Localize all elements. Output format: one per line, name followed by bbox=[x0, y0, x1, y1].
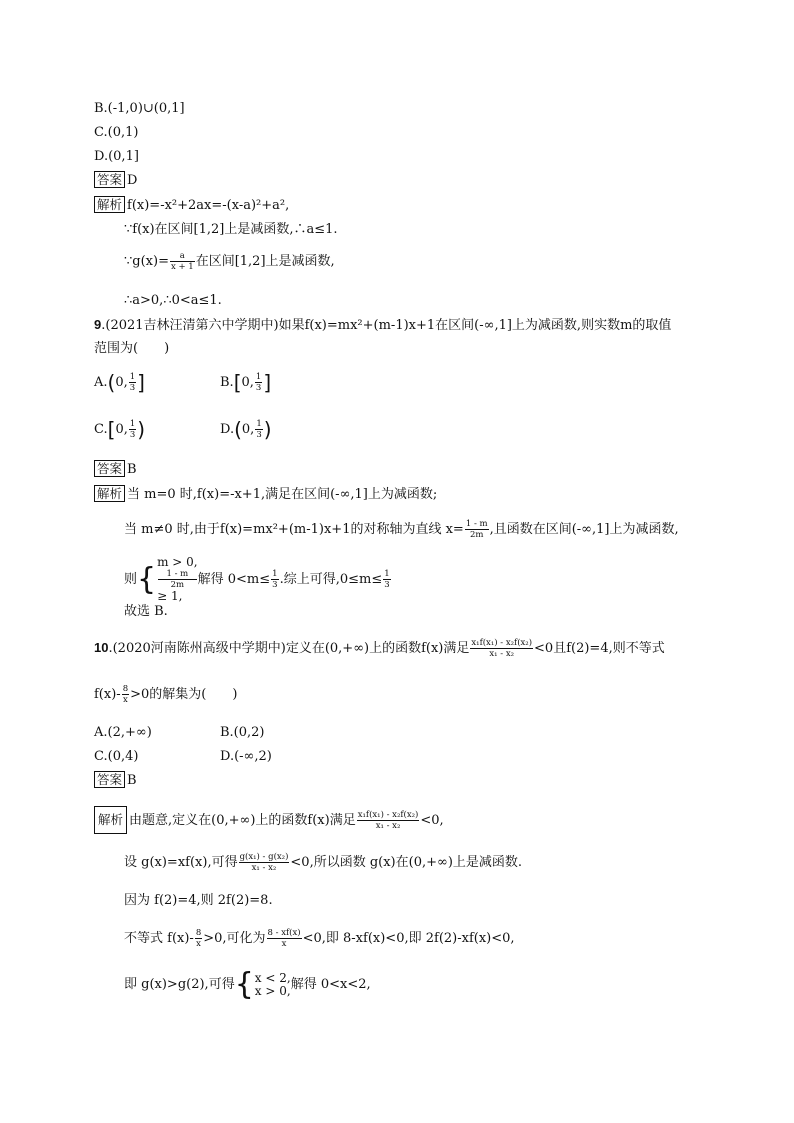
q9-a3-mid2: .综上可得,0≤m≤ bbox=[279, 572, 383, 587]
q9-opt-b-num: 1 bbox=[255, 372, 262, 382]
q9-opt-c-den: 3 bbox=[129, 430, 136, 440]
q10-a2-frac bbox=[239, 852, 290, 873]
q9-opt-a-num: 1 bbox=[129, 372, 136, 382]
q8-fraction bbox=[170, 251, 195, 272]
q8-analysis-row bbox=[94, 196, 289, 215]
q10-sys-1: x < 2, bbox=[254, 970, 291, 985]
q8-option-c: C.(0,1) bbox=[94, 125, 139, 140]
q10-a4-frac2-den: x bbox=[281, 939, 287, 949]
q10-number: 10 bbox=[94, 640, 109, 655]
analysis-tag: 解析 bbox=[94, 485, 125, 502]
q9-opt-d-zero: 0, bbox=[241, 422, 255, 437]
q9-a3-mid: 解得 0<m≤ bbox=[197, 572, 271, 587]
q9-opt-b-frac bbox=[255, 372, 262, 393]
q9-option-d bbox=[220, 419, 272, 440]
q10-stem2-frac bbox=[122, 684, 129, 705]
q9-opt-c-lbrack: [ bbox=[107, 417, 116, 442]
q10-a4-frac2 bbox=[267, 928, 302, 949]
q10-stem1-post: <0且f(2)=4,则不等式 bbox=[534, 641, 665, 656]
q9-sys-den: 2m bbox=[170, 580, 185, 590]
q9-number: 9 bbox=[94, 317, 102, 332]
q10-a4-mid: >0,可化为 bbox=[203, 931, 266, 946]
q9-opt-a-label: A. bbox=[94, 375, 108, 390]
q9-opt-d-lparen: ( bbox=[234, 417, 242, 442]
q10-stem-frac bbox=[470, 638, 533, 659]
q9-a3-then: 则 bbox=[124, 572, 138, 587]
q8-analysis-line4: ∴a>0,∴0<a≤1. bbox=[124, 293, 222, 308]
q8-answer-row bbox=[94, 171, 137, 190]
q10-a4-post: <0,即 8-xf(x)<0,即 2f(2)-xf(x)<0, bbox=[302, 931, 515, 946]
q9-opt-b-label: B. bbox=[220, 375, 234, 390]
q10-analysis-row bbox=[94, 806, 444, 834]
q10-a4-frac1-den: x bbox=[196, 939, 201, 949]
q9-opt-d-label: D. bbox=[220, 422, 235, 437]
analysis-tag: 解析 bbox=[94, 806, 127, 834]
q10-a1-pre: 由题意,定义在(0,+∞)上的函数f(x)满足 bbox=[129, 813, 356, 828]
q10-option-a: A.(2,+∞) bbox=[94, 725, 152, 740]
q10-analysis-line3: 因为 f(2)=4,则 2f(2)=8. bbox=[124, 893, 273, 908]
q10-analysis-line5 bbox=[124, 966, 371, 1002]
q9-opt-c-zero: 0, bbox=[115, 422, 128, 437]
q9-opt-d-den: 3 bbox=[256, 430, 262, 440]
q9-option-a bbox=[94, 372, 145, 393]
q10-a4-frac2-num: 8 - xf(x) bbox=[267, 928, 301, 938]
q10-stem-line1 bbox=[94, 638, 665, 659]
q10-a5-post: 解得 0<x<2, bbox=[290, 977, 371, 992]
answer-tag: 答案 bbox=[94, 771, 125, 788]
q10-option-c: C.(0,4) bbox=[94, 749, 139, 764]
q9-opt-b-rbrack: ] bbox=[263, 370, 272, 395]
q9-sys-post: ≥ 1, bbox=[157, 589, 183, 603]
q9-a3-frac2-den: 3 bbox=[384, 580, 390, 590]
q9-option-b bbox=[220, 372, 271, 393]
q9-a2-num: 1 - m bbox=[465, 519, 488, 529]
q9-opt-d-rparen: ) bbox=[263, 417, 272, 442]
q10-system bbox=[255, 972, 291, 998]
q9-sys-num: 1 - m bbox=[158, 569, 197, 580]
q10-option-b: B.(0,2) bbox=[220, 725, 265, 740]
q9-stem1: .(2021吉林汪清第六中学期中)如果f(x)=mx²+(m-1)x+1在区间(-∞,1]上为减函数,则实数m的取值 bbox=[101, 318, 672, 333]
q10-a1-post: <0, bbox=[420, 813, 444, 828]
q10-answer-row bbox=[94, 771, 137, 790]
q9-answer-row bbox=[94, 460, 137, 479]
q10-sys-2: x > 0, bbox=[254, 983, 291, 998]
q9-stem-line1 bbox=[94, 316, 671, 335]
q9-opt-a-zero: 0, bbox=[115, 375, 128, 390]
q10-a1-den: x₁ - x₂ bbox=[375, 821, 401, 831]
q9-analysis-line2 bbox=[124, 519, 679, 540]
q8-analysis-line2: ∵f(x)在区间[1,2]上是减函数,∴a≤1. bbox=[124, 222, 338, 237]
q9-option-c bbox=[94, 419, 145, 440]
answer-tag: 答案 bbox=[94, 460, 125, 477]
q9-opt-d-num: 1 bbox=[256, 419, 262, 429]
q9-analysis-line1: 当 m=0 时,f(x)=-x+1,满足在区间(-∞,1]上为减函数; bbox=[127, 487, 438, 502]
q9-opt-c-label: C. bbox=[94, 422, 108, 437]
q10-stem2-den: x bbox=[123, 695, 128, 705]
analysis-tag: 解析 bbox=[94, 196, 125, 213]
q10-a2-num: g(x₁) - g(x₂) bbox=[239, 852, 289, 862]
q10-stem2-post: >0的解集为( ) bbox=[130, 687, 238, 702]
brace-icon: { bbox=[137, 561, 157, 597]
q9-a2-post: ,且函数在区间(-∞,1]上为减函数, bbox=[489, 522, 679, 537]
q10-answer: B bbox=[127, 773, 137, 788]
q8-option-d: D.(0,1] bbox=[94, 149, 139, 164]
q10-stem-line2 bbox=[94, 684, 237, 705]
q9-opt-b-zero: 0, bbox=[241, 375, 254, 390]
q10-stem2-pre: f(x)- bbox=[94, 687, 121, 702]
q9-sys-2 bbox=[157, 569, 198, 603]
q9-a2-pre: 当 m≠0 时,由于f(x)=mx²+(m-1)x+1的对称轴为直线 x= bbox=[124, 522, 464, 537]
q10-a5-pre: 即 g(x)>g(2),可得 bbox=[124, 977, 235, 992]
q8-a3-post: 在区间[1,2]上是减函数, bbox=[195, 254, 335, 269]
q9-stem-line2: 范围为( ) bbox=[94, 341, 170, 356]
q10-analysis-line4 bbox=[124, 928, 515, 949]
q8-a3-pre: ∵g(x)= bbox=[124, 254, 169, 269]
q9-system bbox=[157, 556, 198, 603]
q9-opt-c-num: 1 bbox=[129, 419, 136, 429]
q9-a3-frac1-num: 1 bbox=[272, 569, 278, 579]
q10-a1-num: x₁f(x₁) - x₂f(x₂) bbox=[357, 810, 419, 820]
q10-stem2-num: 8 bbox=[122, 684, 129, 694]
q9-a2-den: 2m bbox=[469, 530, 484, 540]
q9-opt-b-lbrack: [ bbox=[233, 370, 242, 395]
q9-opt-c-rparen: ) bbox=[137, 417, 146, 442]
q9-analysis-line4: 故选 B. bbox=[124, 604, 168, 619]
q10-a1-frac bbox=[357, 810, 420, 831]
q9-analysis-line3 bbox=[124, 556, 392, 603]
q8-answer: D bbox=[127, 173, 138, 188]
q10-a2-pre: 设 g(x)=xf(x),可得 bbox=[124, 855, 238, 870]
q8-option-b: B.(-1,0)∪(0,1] bbox=[94, 101, 185, 116]
q9-a3-frac1 bbox=[271, 569, 278, 590]
q10-a2-post: <0,所以函数 g(x)在(0,+∞)上是减函数. bbox=[290, 855, 523, 870]
q9-opt-d-frac bbox=[255, 419, 262, 440]
q9-opt-c-frac bbox=[129, 419, 136, 440]
q9-sys-frac bbox=[158, 569, 197, 590]
q9-a2-frac bbox=[465, 519, 489, 540]
q10-a4-frac1-num: 8 bbox=[195, 928, 202, 938]
q8-analysis-line1: f(x)=-x²+2ax=-(x-a)²+a², bbox=[127, 198, 290, 213]
q8-frac-den: x + 1 bbox=[170, 262, 194, 272]
q9-opt-a-den: 3 bbox=[129, 383, 136, 393]
q9-a3-frac2 bbox=[383, 569, 390, 590]
q9-opt-a-rbrack: ] bbox=[137, 370, 145, 395]
q9-a3-frac2-num: 1 bbox=[384, 569, 390, 579]
q9-answer: B bbox=[127, 462, 137, 477]
q9-opt-b-den: 3 bbox=[255, 383, 262, 393]
q10-stem1-pre: .(2020河南陈州高级中学期中)定义在(0,+∞)上的函数f(x)满足 bbox=[108, 641, 470, 656]
q9-analysis-row bbox=[94, 485, 437, 504]
q8-frac-num: a bbox=[170, 251, 195, 262]
q10-analysis-line2 bbox=[124, 852, 522, 873]
q8-analysis-line3 bbox=[124, 251, 335, 272]
q10-a2-den: x₁ - x₂ bbox=[251, 863, 277, 873]
q10-stem-num: x₁f(x₁) - x₂f(x₂) bbox=[471, 638, 533, 648]
q10-a4-frac1 bbox=[195, 928, 202, 949]
q9-a3-frac1-den: 3 bbox=[272, 580, 278, 590]
q9-opt-a-frac bbox=[129, 372, 136, 393]
q10-option-d: D.(-∞,2) bbox=[220, 749, 272, 764]
q10-a4-pre: 不等式 f(x)- bbox=[124, 931, 194, 946]
q10-stem-den: x₁ - x₂ bbox=[489, 649, 515, 659]
brace-icon: { bbox=[234, 966, 254, 1002]
answer-tag: 答案 bbox=[94, 171, 125, 188]
q9-opt-a-lparen: ( bbox=[107, 370, 116, 395]
q9-sys-1: m > 0, bbox=[157, 555, 198, 569]
